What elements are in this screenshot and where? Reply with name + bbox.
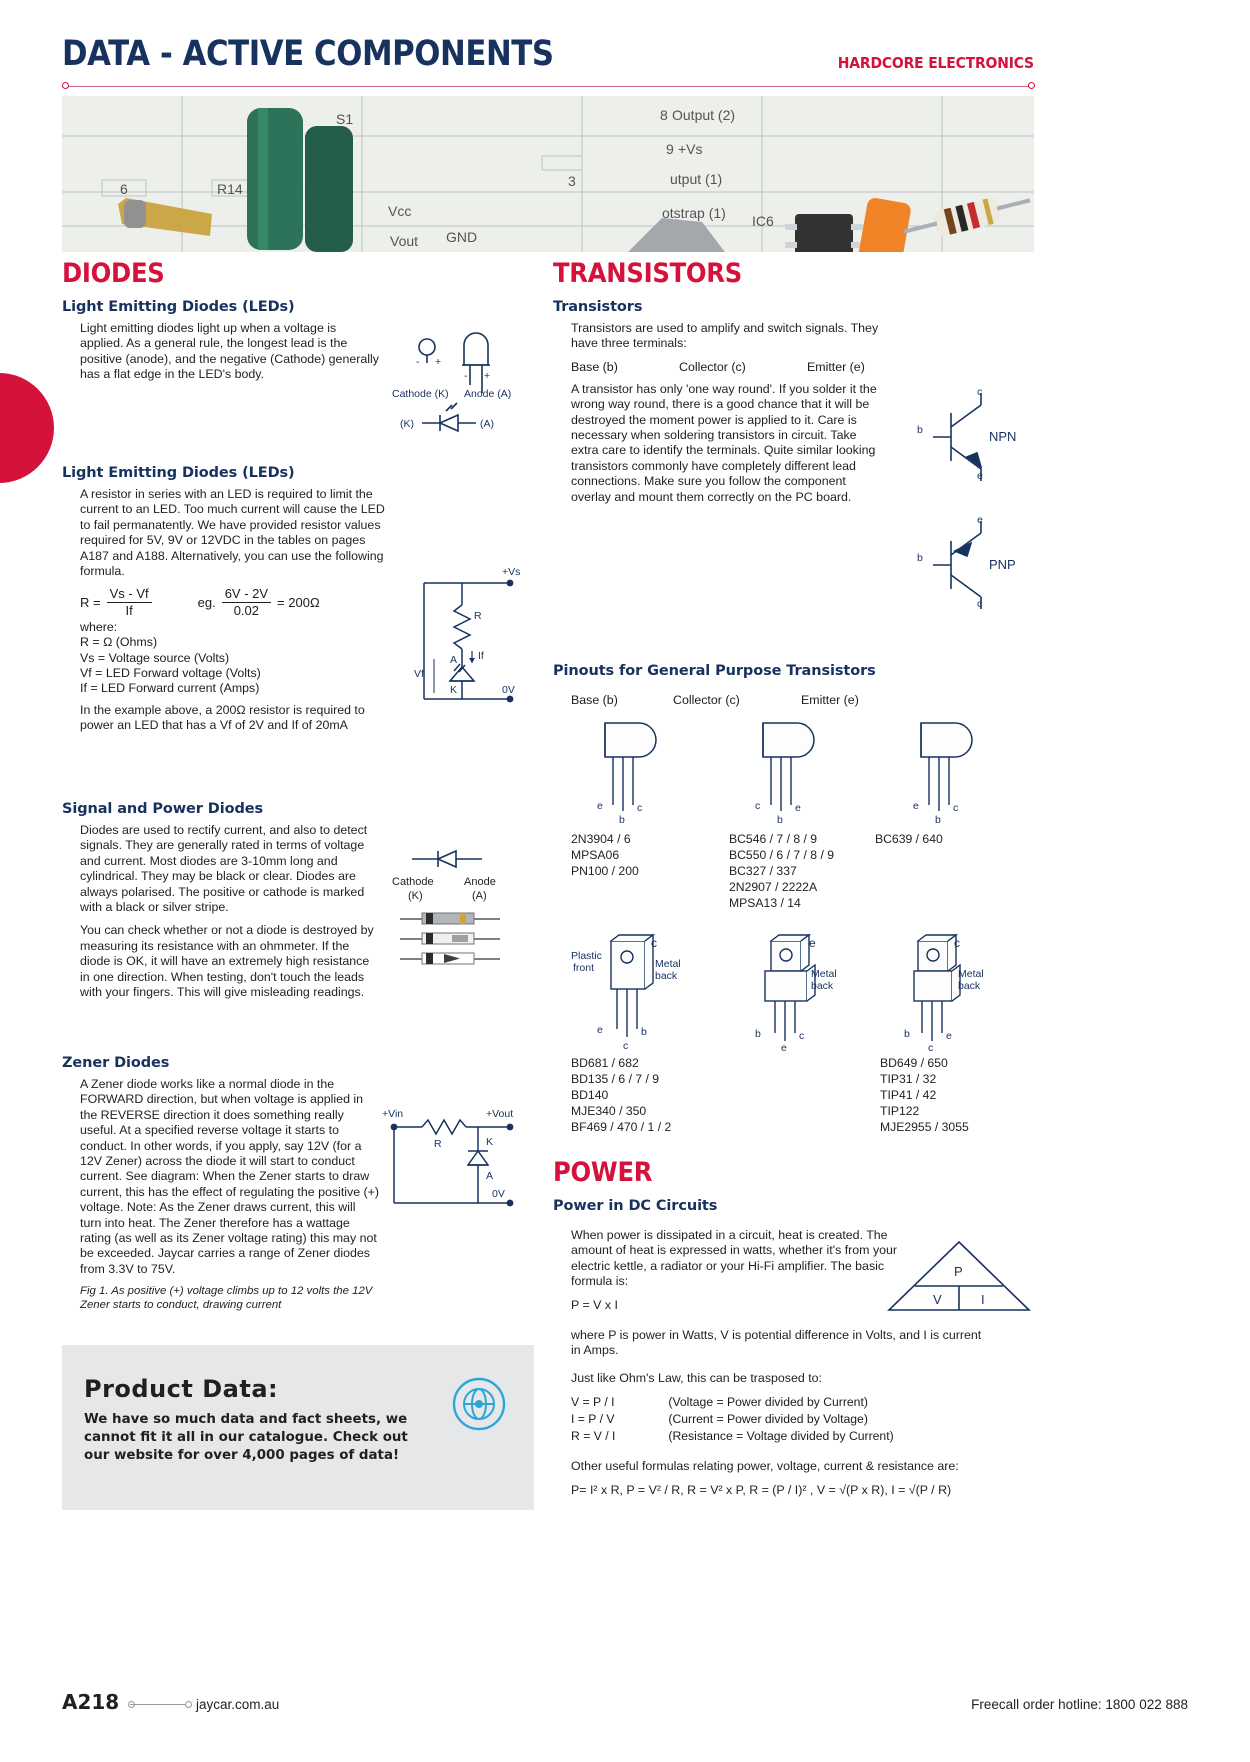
- part-number: 2N3904 / 6: [571, 832, 631, 846]
- svg-text:Anode (A): Anode (A): [464, 388, 512, 400]
- part-number: MJE2955 / 3055: [880, 1120, 969, 1134]
- section-title-transistors: TRANSISTORS: [553, 258, 742, 289]
- svg-text:8: 8: [660, 107, 668, 123]
- pinout-terminal-emitter: Emitter (e): [801, 693, 859, 707]
- svg-text:c: c: [651, 936, 657, 950]
- svg-text:PNP: PNP: [989, 557, 1016, 572]
- svg-text:c: c: [928, 1042, 934, 1051]
- svg-text:b: b: [777, 814, 783, 826]
- figure-caption-zener: Fig 1. As positive (+) voltage climbs up to 12 volts the 12V Zener starts to conduct, drawing current: [80, 1285, 373, 1311]
- svg-text:e: e: [809, 936, 816, 950]
- svg-text:e: e: [597, 1024, 603, 1036]
- formula-numerator: Vs - Vf: [107, 587, 152, 603]
- to92-package-icon-1: [571, 717, 691, 827]
- svg-text:b: b: [619, 814, 625, 826]
- pnp-symbol-diagram: [893, 515, 1028, 615]
- svg-text:e: e: [781, 1042, 787, 1051]
- svg-text:0V: 0V: [492, 1188, 505, 1200]
- right-column: [553, 258, 1035, 1506]
- svg-text:R: R: [434, 1138, 442, 1150]
- svg-text:b: b: [935, 814, 941, 826]
- paragraph-power-explain: where P is power in Watts, V is potential difference in Volts, and I is current in Amps.: [571, 1328, 982, 1358]
- svg-text:c: c: [977, 598, 983, 610]
- heading-leds-2: Light Emitting Diodes (LEDs): [62, 465, 295, 481]
- terminal-emitter: Emitter (e): [807, 359, 865, 374]
- npn-symbol-diagram: [893, 387, 1028, 487]
- to92-parts-2: [729, 831, 877, 911]
- formula-description: (Current = Power divided by Voltage): [668, 1412, 868, 1427]
- svg-text:Metal: Metal: [958, 968, 984, 980]
- to220-group-2: [731, 933, 878, 1135]
- paragraph-led-resistor: A resistor in series with an LED is required to limit the current to an LED. Too much current will cause the LED to fail permanatently. We have provided resistor values required for 5V, 9V or 12VDC in the tables on pages A187 and A188. Alternatively, you can use the following formula.: [80, 487, 385, 579]
- led-physical-diagram: [392, 329, 522, 439]
- svg-text:e: e: [795, 802, 801, 814]
- transposed-formula-row: [571, 1428, 1035, 1445]
- terminal-base: Base (b): [571, 359, 618, 374]
- terminal-labels-row: [571, 360, 1035, 374]
- svg-text:K: K: [486, 1136, 494, 1148]
- product-data-text: We have so much data and fact sheets, we cannot fit it all in our catalogue. Check out our website for over 4,000 pages of data!: [84, 1412, 408, 1463]
- svg-text:A: A: [450, 654, 458, 666]
- svg-text:e: e: [913, 800, 919, 812]
- svg-text:+Vin: +Vin: [382, 1108, 404, 1120]
- svg-text:6: 6: [120, 181, 128, 197]
- to92-package-icon-3: [887, 717, 1007, 827]
- part-number: BC546 / 7 / 8 / 9: [729, 832, 818, 846]
- led-resistor-circuit-diagram: [410, 559, 535, 709]
- svg-text:c: c: [637, 802, 643, 814]
- product-data-box: [62, 1345, 534, 1510]
- to220-package-icon-2: [731, 933, 871, 1051]
- transposed-formula-row: [571, 1411, 1035, 1428]
- part-number: BD649 / 650: [880, 1056, 948, 1070]
- part-number: MPSA06: [571, 848, 620, 862]
- paragraph-diodes-1: Diodes are used to rectify current, and also to detect signals. They are generally rated in terms of voltage and current. Most diodes are 3-10mm long and cylindrical. They may be black or clear. Diodes are always polarised. The positive or cathode is marked with a black or silver stripe.: [80, 823, 368, 915]
- to92-group-3: [875, 717, 1035, 911]
- svg-text:Output (2): Output (2): [672, 107, 736, 123]
- hero-schematic-bg: [62, 96, 1034, 252]
- power-basic-formula: P = V x I: [571, 1297, 618, 1312]
- paragraph-diodes-2: You can check whether or not a diode is destroyed by measuring its resistance with an ohmmeter. If the diode is OK, it will have an extremely high resistance in one direction. When testing, don't touch the leads with your fingers. This will give misleading readings.: [80, 923, 374, 1000]
- svg-text:+: +: [484, 370, 491, 382]
- to220-group-3: [880, 933, 1035, 1135]
- formula-eg-result: = 200Ω: [277, 595, 320, 611]
- part-number: BD140: [571, 1088, 609, 1102]
- header-dot-right: [1028, 82, 1035, 89]
- to92-group-2: [729, 717, 877, 911]
- heading-transistors: Transistors: [553, 299, 643, 315]
- paragraph-zener: A Zener diode works like a normal diode in the FORWARD direction, but when voltage is applied in the REVERSE direction it does something really useful. At a specified reverse voltage it starts to conduct. In other words, if you apply, say 12V (for a 12V Zener) across the diode it will start to conduct current. See diagram: When the Zener starts to draw current, this has the effect of regulating the positive (+) voltage. Note: As the Zener draws current, this will turn into heat. The Zener therefore has a wattage rating (as well as its Zener voltage rating) this may not be exceeded. Jaycar carries a range of Zener diodes from 3.3V to 75V.: [80, 1077, 380, 1276]
- page-header: [62, 34, 1034, 74]
- where-item-r: R = Ω (Ohms): [80, 635, 158, 650]
- svg-text:-: -: [416, 356, 420, 368]
- svg-text:Metal: Metal: [655, 958, 681, 970]
- svg-text:b: b: [904, 1028, 910, 1040]
- heading-pinouts: Pinouts for General Purpose Transistors: [553, 663, 876, 679]
- svg-text:Anode: Anode: [464, 876, 496, 888]
- to220-parts-1: [571, 1055, 721, 1135]
- formula-eg-numerator: 6V - 2V: [222, 587, 271, 603]
- terminal-collector: Collector (c): [679, 359, 746, 374]
- section-title-power: POWER: [553, 1157, 653, 1188]
- pinout-terminal-labels: [571, 693, 1035, 707]
- svg-text:+Vs: +Vs: [678, 141, 703, 157]
- part-number: BD135 / 6 / 7 / 9: [571, 1072, 660, 1086]
- svg-text:Cathode: Cathode: [392, 876, 434, 888]
- svg-text:IC6: IC6: [752, 213, 774, 229]
- transposed-formula-row: [571, 1394, 1035, 1411]
- svg-text:R: R: [474, 610, 482, 622]
- part-number: 2N2907 / 2222A: [729, 880, 818, 894]
- svg-text:back: back: [958, 980, 981, 992]
- power-triangle-diagram: [883, 1238, 1035, 1316]
- to92-parts-3: [875, 831, 1035, 847]
- part-number: PN100 / 200: [571, 864, 639, 878]
- pinout-terminal-base: Base (b): [571, 693, 618, 707]
- svg-text:c: c: [799, 1030, 805, 1042]
- svg-text:Plastic: Plastic: [571, 950, 602, 962]
- where-item-vf: Vf = LED Forward voltage (Volts): [80, 665, 261, 680]
- heading-signal-power-diodes: Signal and Power Diodes: [62, 801, 263, 817]
- decorative-red-tab: [0, 370, 57, 486]
- svg-text:0V: 0V: [502, 684, 515, 696]
- formula-expression: I = P / V: [571, 1412, 615, 1427]
- formula-lhs: R =: [80, 595, 101, 611]
- svg-text:Cathode (K): Cathode (K): [392, 388, 449, 400]
- part-number: MPSA13 / 14: [729, 896, 801, 910]
- svg-text:Vf: Vf: [414, 668, 424, 680]
- paragraph-power-intro: When power is dissipated in a circuit, heat is created. The amount of heat is expressed in watts, whether it's from your electric kettle, a radiator or your Hi-Fi amplifier. The basic formula is:: [571, 1228, 898, 1289]
- paragraph-leds-intro: Light emitting diodes light up when a voltage is applied. As a general rule, the longest lead is the positive (anode), and the negative (Cathode) generally has a flat edge in the LED's body.: [80, 321, 379, 382]
- heading-leds-1: Light Emitting Diodes (LEDs): [62, 299, 295, 315]
- brand-label: HARDCORE ELECTRONICS: [837, 54, 1034, 72]
- svg-text:c: c: [755, 800, 761, 812]
- where-item-vs: Vs = Voltage source (Volts): [80, 650, 230, 665]
- paragraph-power-other-intro: Other useful formulas relating power, voltage, current & resistance are:: [571, 1459, 959, 1474]
- svg-text:(A): (A): [480, 418, 494, 430]
- product-data-title: Product Data:: [84, 1375, 279, 1403]
- paragraph-led-example: In the example above, a 200Ω resistor is required to power an LED that has a Vf of 2V and If of 20mA: [80, 702, 365, 733]
- part-number: BC639 / 640: [875, 832, 943, 846]
- svg-text:9: 9: [666, 141, 674, 157]
- part-number: BC550 / 6 / 7 / 8 / 9: [729, 848, 835, 862]
- footer-hotline: Freecall order hotline: 1800 022 888: [971, 1697, 1188, 1712]
- to92-pinout-row: [571, 717, 1035, 911]
- part-number: TIP31 / 32: [880, 1072, 937, 1086]
- svg-text:e: e: [946, 1030, 952, 1042]
- to92-parts-1: [571, 831, 719, 879]
- svg-text:back: back: [655, 970, 678, 982]
- svg-text:front: front: [573, 962, 595, 974]
- svg-text:P: P: [954, 1264, 963, 1279]
- svg-text:NPN: NPN: [989, 429, 1017, 444]
- svg-text:c: c: [954, 936, 960, 950]
- header-dot-left: [62, 82, 69, 89]
- footer-dot-right: [185, 1701, 192, 1708]
- svg-text:c: c: [977, 387, 983, 398]
- paragraph-power-other-formulas: P= I² x R, P = V² / R, R = V² x P, R = (P / I)² , V = √(P x R), I = √(P / R): [571, 1482, 952, 1497]
- formula-eg-label: eg.: [197, 595, 216, 611]
- svg-text:-: -: [464, 370, 468, 382]
- to220-package-icon-1: [571, 933, 721, 1051]
- svg-text:e: e: [977, 515, 983, 526]
- svg-text:A: A: [486, 1170, 494, 1182]
- svg-text:(K): (K): [400, 418, 414, 430]
- svg-text:c: c: [953, 802, 959, 814]
- svg-text:e: e: [977, 470, 983, 482]
- where-label: where:: [80, 619, 118, 634]
- svg-text:b: b: [917, 424, 923, 436]
- svg-text:V: V: [933, 1292, 942, 1307]
- page-title: DATA - ACTIVE COMPONENTS: [62, 34, 554, 74]
- svg-text:c: c: [623, 1040, 629, 1051]
- svg-text:Vcc: Vcc: [388, 203, 412, 219]
- pinout-terminal-collector: Collector (c): [673, 693, 740, 707]
- formula-denominator: If: [125, 603, 133, 619]
- svg-text:GND: GND: [446, 229, 478, 245]
- page-number: A218: [62, 1690, 120, 1714]
- heading-zener-diodes: Zener Diodes: [62, 1055, 170, 1071]
- svg-text:utput (1): utput (1): [670, 171, 723, 187]
- formula-description: (Voltage = Power divided by Current): [668, 1395, 868, 1410]
- header-divider: [62, 86, 1034, 87]
- svg-text:+: +: [435, 356, 442, 368]
- formula-expression: R = V / I: [571, 1429, 616, 1444]
- part-number: BF469 / 470 / 1 / 2: [571, 1120, 672, 1134]
- paragraph-transistors-intro: Transistors are used to amplify and switch signals. They have three terminals:: [571, 321, 879, 351]
- svg-text:otstrap (1): otstrap (1): [662, 205, 726, 221]
- part-number: TIP41 / 42: [880, 1088, 937, 1102]
- svg-text:b: b: [755, 1028, 761, 1040]
- svg-text:S1: S1: [336, 111, 354, 127]
- formula-description: (Resistance = Voltage divided by Current): [668, 1429, 894, 1444]
- svg-text:b: b: [917, 552, 923, 564]
- hero-photo-banner: [62, 96, 1034, 252]
- globe-icon: [452, 1377, 506, 1431]
- paragraph-power-transpose-intro: Just like Ohm's Law, this can be trasposed to:: [571, 1370, 822, 1385]
- part-number: TIP122: [880, 1104, 920, 1118]
- to220-package-icon-3: [888, 933, 1028, 1051]
- power-transposed-formulas: [571, 1394, 1035, 1445]
- left-column: [62, 258, 521, 1347]
- svg-text:back: back: [811, 980, 834, 992]
- to92-group-1: [571, 717, 719, 911]
- svg-text:Metal: Metal: [811, 968, 837, 980]
- svg-text:3: 3: [568, 173, 576, 189]
- svg-text:(A): (A): [472, 890, 487, 902]
- formula-eg-denominator: 0.02: [233, 603, 260, 619]
- svg-text:b: b: [641, 1026, 647, 1038]
- svg-text:If: If: [478, 650, 484, 662]
- svg-text:Vout: Vout: [390, 233, 419, 249]
- where-item-if: If = LED Forward current (Amps): [80, 681, 260, 696]
- formula-expression: V = P / I: [571, 1395, 615, 1410]
- diode-symbol-and-packages: [392, 837, 522, 967]
- svg-text:+Vout: +Vout: [486, 1108, 514, 1120]
- svg-text:R14: R14: [217, 181, 243, 197]
- to220-pinout-row: [571, 933, 1035, 1135]
- svg-text:I: I: [981, 1292, 985, 1307]
- to220-group-1: [571, 933, 721, 1135]
- to220-parts-3: [880, 1055, 1035, 1135]
- paragraph-transistors-warning: A transistor has only 'one way round'. If you solder it the wrong way round, there is a good chance that it will be destroyed the moment power is applied to it. Care is necessary when soldering transistors in circuit. Take extra care to identify the terminals. Quite similar looking transistors commonly have completely different lead connections. Make sure you follow the component overlay and mount them correctly on the PC board.: [571, 381, 877, 504]
- section-title-diodes: DIODES: [62, 258, 165, 289]
- to92-package-icon-2: [729, 717, 849, 827]
- part-number: MJE340 / 350: [571, 1104, 647, 1118]
- footer-website[interactable]: jaycar.com.au: [196, 1697, 280, 1712]
- part-number: BC327 / 337: [729, 864, 797, 878]
- svg-text:+Vs: +Vs: [502, 566, 521, 578]
- heading-power-dc: Power in DC Circuits: [553, 1198, 718, 1214]
- svg-text:e: e: [597, 800, 603, 812]
- footer-rule: [130, 1704, 190, 1705]
- zener-circuit-diagram: [382, 1099, 522, 1229]
- svg-text:K: K: [450, 684, 458, 696]
- part-number: BD681 / 682: [571, 1056, 639, 1070]
- svg-text:(K): (K): [408, 890, 423, 902]
